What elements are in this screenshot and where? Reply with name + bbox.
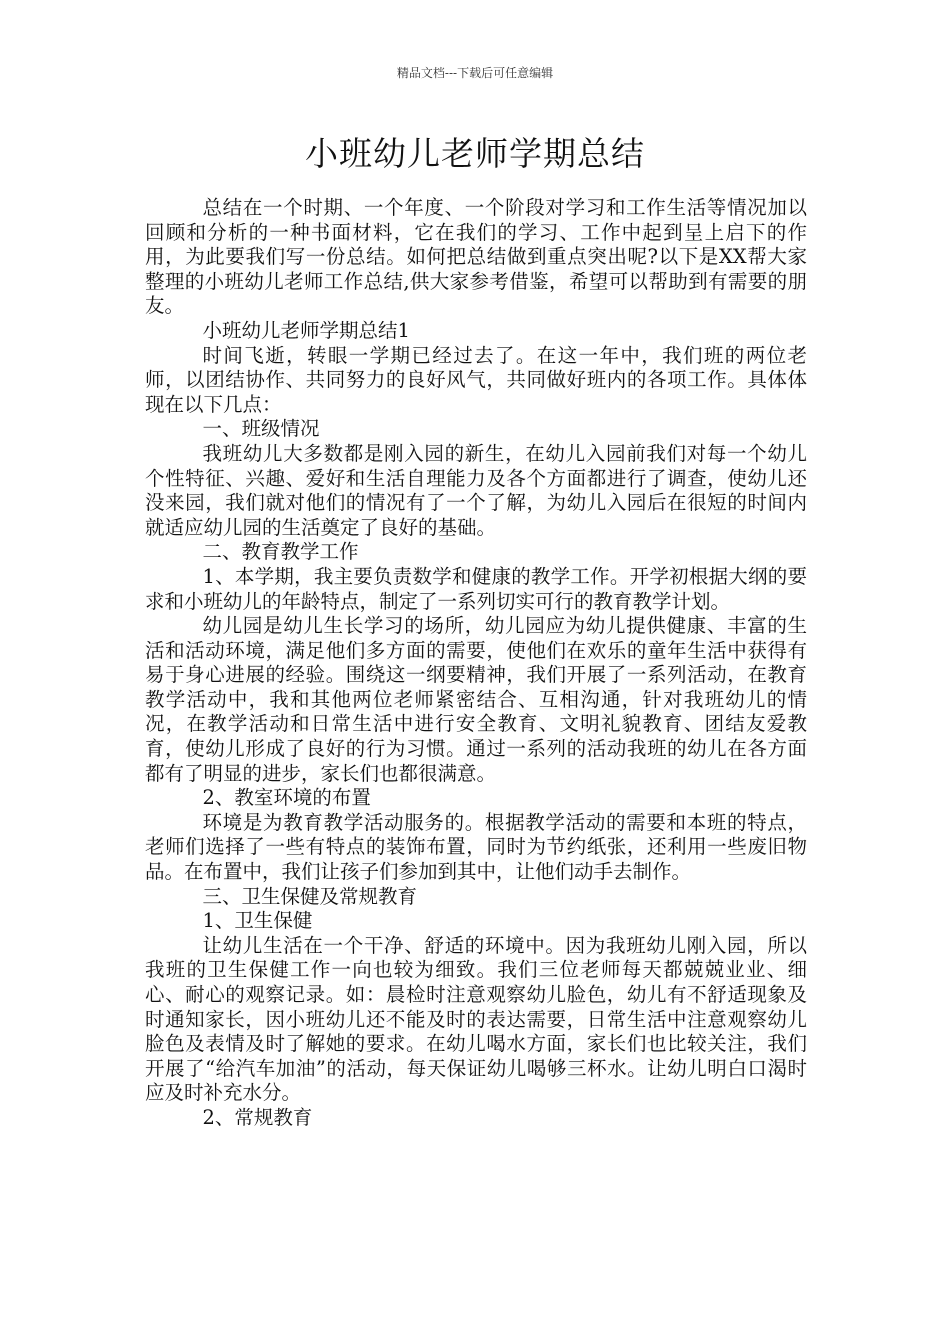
heading-teaching-work: 二、教育教学工作 <box>202 540 359 564</box>
summary-opening-paragraph: 时间飞逝，转眼一学期已经过去了。在这一年中，我们班的两位老师，以团结协作、共同努力的良好风气，共同做好班内的各项工作。具体体现在以下几点： <box>145 343 807 416</box>
heading-health-care: 1、卫生保健 <box>202 909 313 933</box>
health-care-paragraph: 让幼儿生活在一个干净、舒适的环境中。因为我班幼儿刚入园，所以我班的卫生保健工作一向也较为细致。我们三位老师每天都兢兢业业、细心、耐心的观察记录。如：晨检时注意观察幼儿脸色，幼儿有不舒适现象及时通知家长，因小班幼儿还不能及时的表达需要，日常生活中注意观察幼儿脸色及表情及时了解她的要求。在幼儿喝水方面，家长们也比较关注，我们开展了“给汽车加油”的活动，每天保证幼儿喝够三杯水。让幼儿明白口渴时应及时补充水分。 <box>145 933 807 1105</box>
heading-health-routine: 三、卫生保健及常规教育 <box>202 884 418 908</box>
section-title-summary-1: 小班幼儿老师学期总结1 <box>202 318 410 342</box>
class-situation-paragraph: 我班幼儿大多数都是刚入园的新生，在幼儿入园前我们对每一个幼儿个性特征、兴趣、爱好和生活自理能力及各个方面都进行了调查，使幼儿还没来园，我们就对他们的情况有了一个了解，为幼儿入园后在很短的时间内就适应幼儿园的生活奠定了良好的基础。 <box>145 441 807 539</box>
heading-class-situation: 一、班级情况 <box>202 417 320 441</box>
classroom-layout-paragraph: 环境是为教育教学活动服务的。根据教学活动的需要和本班的特点，老师们选择了一些有特点的装饰布置，同时为节约纸张，还利用一些废旧物品。在布置中，我们让孩子们参加到其中，让他们动手去制作。 <box>145 810 807 884</box>
page-header-watermark: 精品文档---下载后可任意编辑 <box>396 66 554 80</box>
kindergarten-environment-paragraph: 幼儿园是幼儿生长学习的场所，幼儿园应为幼儿提供健康、丰富的生活和活动环境，满足他们多方面的需要，使他们在欢乐的童年生活中获得有易于身心进展的经验。围绕这一纲要精神，我们开展了一系列活动，在教育教学活动中，我和其他两位老师紧密结合、互相沟通，针对我班幼儿的情况，在教学活动和日常生活中进行安全教育、文明礼貌教育、团结友爱教育，使幼儿形成了良好的行为习惯。通过一系列的活动我班的幼儿在各方面都有了明显的进步，家长们也都很满意。 <box>145 614 807 785</box>
teaching-plan-paragraph: 1、本学期，我主要负责数学和健康的教学工作。开学初根据大纲的要求和小班幼儿的年龄特点，制定了一系列切实可行的教育教学计划。 <box>145 564 807 613</box>
document-title: 小班幼儿老师学期总结 <box>305 134 645 173</box>
heading-classroom-layout: 2、教室环境的布置 <box>202 786 371 810</box>
heading-routine-education: 2、常规教育 <box>202 1105 313 1129</box>
document-body <box>145 196 807 1131</box>
intro-paragraph: 总结在一个时期、一个年度、一个阶段对学习和工作生活等情况加以回顾和分析的一种书面材料，它在我们的学习、工作中起到呈上启下的作用，为此要我们写一份总结。如何把总结做到重点突出呢?以下是XX帮大家整理的小班幼儿老师工作总结,供大家参考借鉴，希望可以帮助到有需要的朋友。 <box>145 196 807 318</box>
